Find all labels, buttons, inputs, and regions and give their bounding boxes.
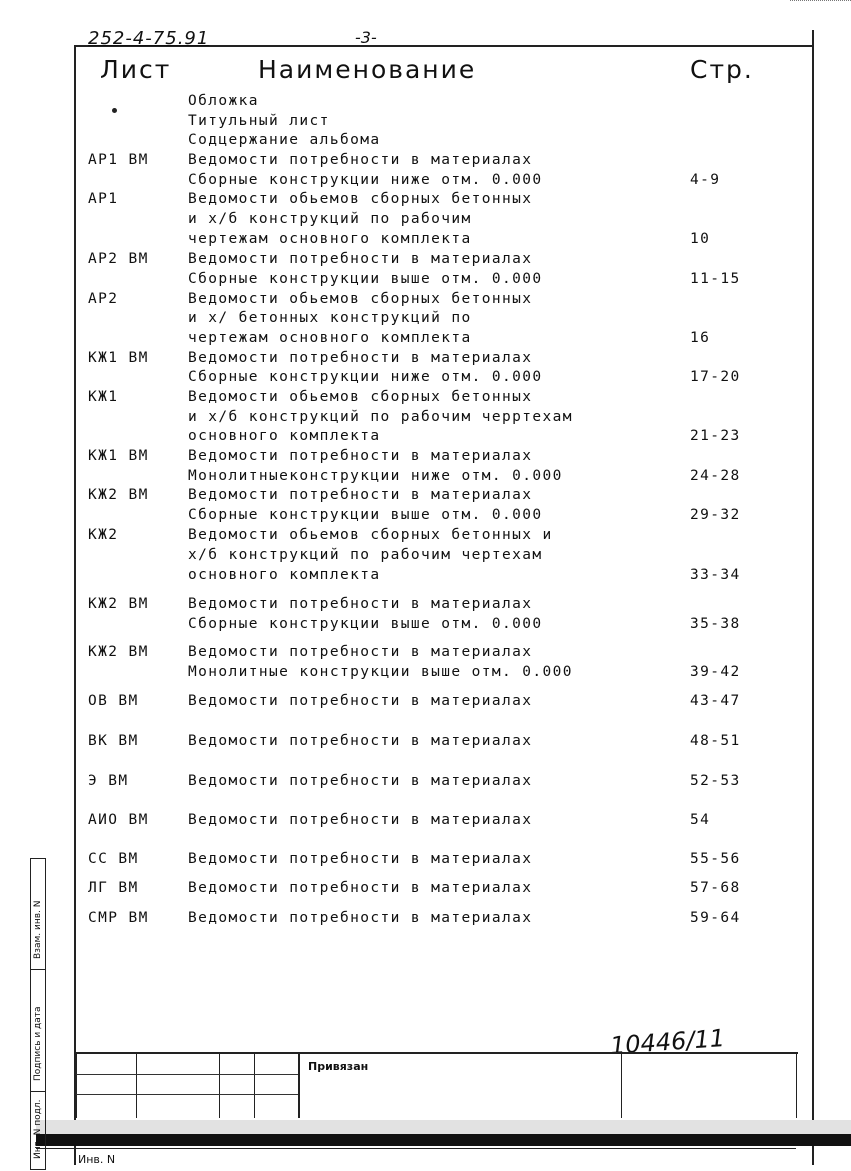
row-pages: 33-34 [690, 567, 741, 583]
row-title: Ведомости потребности в материалах [188, 350, 533, 366]
row-title: Ведомости потребности в материалах [188, 693, 533, 709]
row-title: Ведомости потребности в материалах [188, 487, 533, 503]
scan-band [36, 1120, 851, 1134]
row-title: Содцержание альбома [188, 132, 381, 148]
row-title: Ведомости обьемов сборных бетонных [188, 389, 533, 405]
frame-left-line [74, 45, 76, 1165]
row-title: Ведомости обьемов сборных бетонных [188, 291, 533, 307]
row-sheet-code: КЖ2 ВМ [88, 596, 149, 612]
row-title: чертежам основного комплекта [188, 330, 472, 346]
row-title: Ведомости потребности в материалах [188, 596, 533, 612]
row-sheet-code: КЖ1 ВМ [88, 350, 149, 366]
row-pages: 4-9 [690, 172, 721, 188]
side-replaced-inv: Взам. инв. N [33, 900, 43, 959]
row-title: Обложка [188, 93, 259, 109]
row-title: основного комплекта [188, 428, 381, 444]
row-title: Ведомости потребности в материалах [188, 644, 533, 660]
attached-label: Привязан [308, 1060, 369, 1073]
row-pages: 35-38 [690, 616, 741, 632]
row-title: Ведомости потребности в материалах [188, 448, 533, 464]
row-sheet-code: Э ВМ [88, 773, 129, 789]
row-pages: 17-20 [690, 369, 741, 385]
row-title: Сборные конструкции ниже отм. 0.000 [188, 369, 543, 385]
row-title: Ведомости потребности в материалах [188, 910, 533, 926]
inventory-row [36, 1148, 796, 1169]
column-header-name: Наименование [258, 55, 477, 84]
row-pages: 54 [690, 812, 711, 828]
row-title: Ведомости обьемов сборных бетонных и [188, 527, 553, 543]
row-pages: 48-51 [690, 733, 741, 749]
row-title: Ведомости обьемов сборных бетонных [188, 191, 533, 207]
row-pages: 59-64 [690, 910, 741, 926]
row-pages: 39-42 [690, 664, 741, 680]
row-sheet-code: АР2 [88, 291, 119, 307]
row-title: Сборные конструкции выше отм. 0.000 [188, 271, 543, 287]
bullet-mark [112, 108, 117, 113]
row-sheet-code: АР1 [88, 191, 119, 207]
column-header-sheet: Лист [100, 55, 172, 84]
row-title: Ведомости потребности в материалах [188, 251, 533, 267]
inventory-label: Инв. N [78, 1153, 116, 1166]
row-pages: 57-68 [690, 880, 741, 896]
side-sign-date: Подпись и дата [33, 1006, 43, 1081]
row-pages: 16 [690, 330, 711, 346]
row-title: Сборные конструкции выше отм. 0.000 [188, 616, 543, 632]
row-title: Монолитныеконструкции ниже отм. 0.000 [188, 468, 563, 484]
row-title: Ведомости потребности в материалах [188, 773, 533, 789]
row-title: Монолитные конструкции выше отм. 0.000 [188, 664, 573, 680]
row-sheet-code: АР2 ВМ [88, 251, 149, 267]
row-title: основного комплекта [188, 567, 381, 583]
row-title: чертежам основного комплекта [188, 231, 472, 247]
row-pages: 55-56 [690, 851, 741, 867]
row-pages: 10 [690, 231, 711, 247]
row-title: Сборные конструкции ниже отм. 0.000 [188, 172, 543, 188]
row-sheet-code: АИО ВМ [88, 812, 149, 828]
row-title: Ведомости потребности в материалах [188, 880, 533, 896]
row-sheet-code: ОВ ВМ [88, 693, 139, 709]
row-title: Ведомости потребности в материалах [188, 733, 533, 749]
row-sheet-code: АР1 ВМ [88, 152, 149, 168]
title-block [76, 1052, 798, 1118]
row-pages: 52-53 [690, 773, 741, 789]
row-pages: 29-32 [690, 507, 741, 523]
row-title: и х/б конструкций по рабочим [188, 211, 472, 227]
document-code: 252-4-75.91 [88, 28, 210, 49]
row-pages: 21-23 [690, 428, 741, 444]
row-title: Ведомости потребности в материалах [188, 851, 533, 867]
row-pages: 43-47 [690, 693, 741, 709]
row-sheet-code: СС ВМ [88, 851, 139, 867]
registration-number: 10446/11 [609, 1024, 726, 1060]
side-strip [30, 858, 46, 1170]
frame-right-line [812, 30, 814, 1165]
row-title: Титульный лист [188, 113, 330, 129]
row-title: и х/ бетонных конструкций по [188, 310, 472, 326]
row-sheet-code: СМР ВМ [88, 910, 149, 926]
row-sheet-code: ВК ВМ [88, 733, 139, 749]
row-title: Ведомости потребности в материалах [188, 152, 533, 168]
row-sheet-code: КЖ2 ВМ [88, 644, 149, 660]
row-sheet-code: КЖ2 [88, 527, 119, 543]
row-title: Сборные конструкции выше отм. 0.000 [188, 507, 543, 523]
scan-dark-band [36, 1134, 851, 1146]
row-pages: 11-15 [690, 271, 741, 287]
row-pages: 24-28 [690, 468, 741, 484]
row-title: Ведомости потребности в материалах [188, 812, 533, 828]
row-sheet-code: КЖ2 ВМ [88, 487, 149, 503]
column-header-page: Стр. [690, 55, 754, 84]
row-title: х/б конструкций по рабочим чертехам [188, 547, 543, 563]
row-sheet-code: ЛГ ВМ [88, 880, 139, 896]
row-sheet-code: КЖ1 ВМ [88, 448, 149, 464]
page-number: -3- [355, 28, 377, 47]
corner-mark [790, 0, 851, 9]
row-title: и х/б конструкций по рабочим черртехам [188, 409, 573, 425]
row-sheet-code: КЖ1 [88, 389, 119, 405]
side-inv-orig: Инв. N подл. [33, 1099, 43, 1159]
